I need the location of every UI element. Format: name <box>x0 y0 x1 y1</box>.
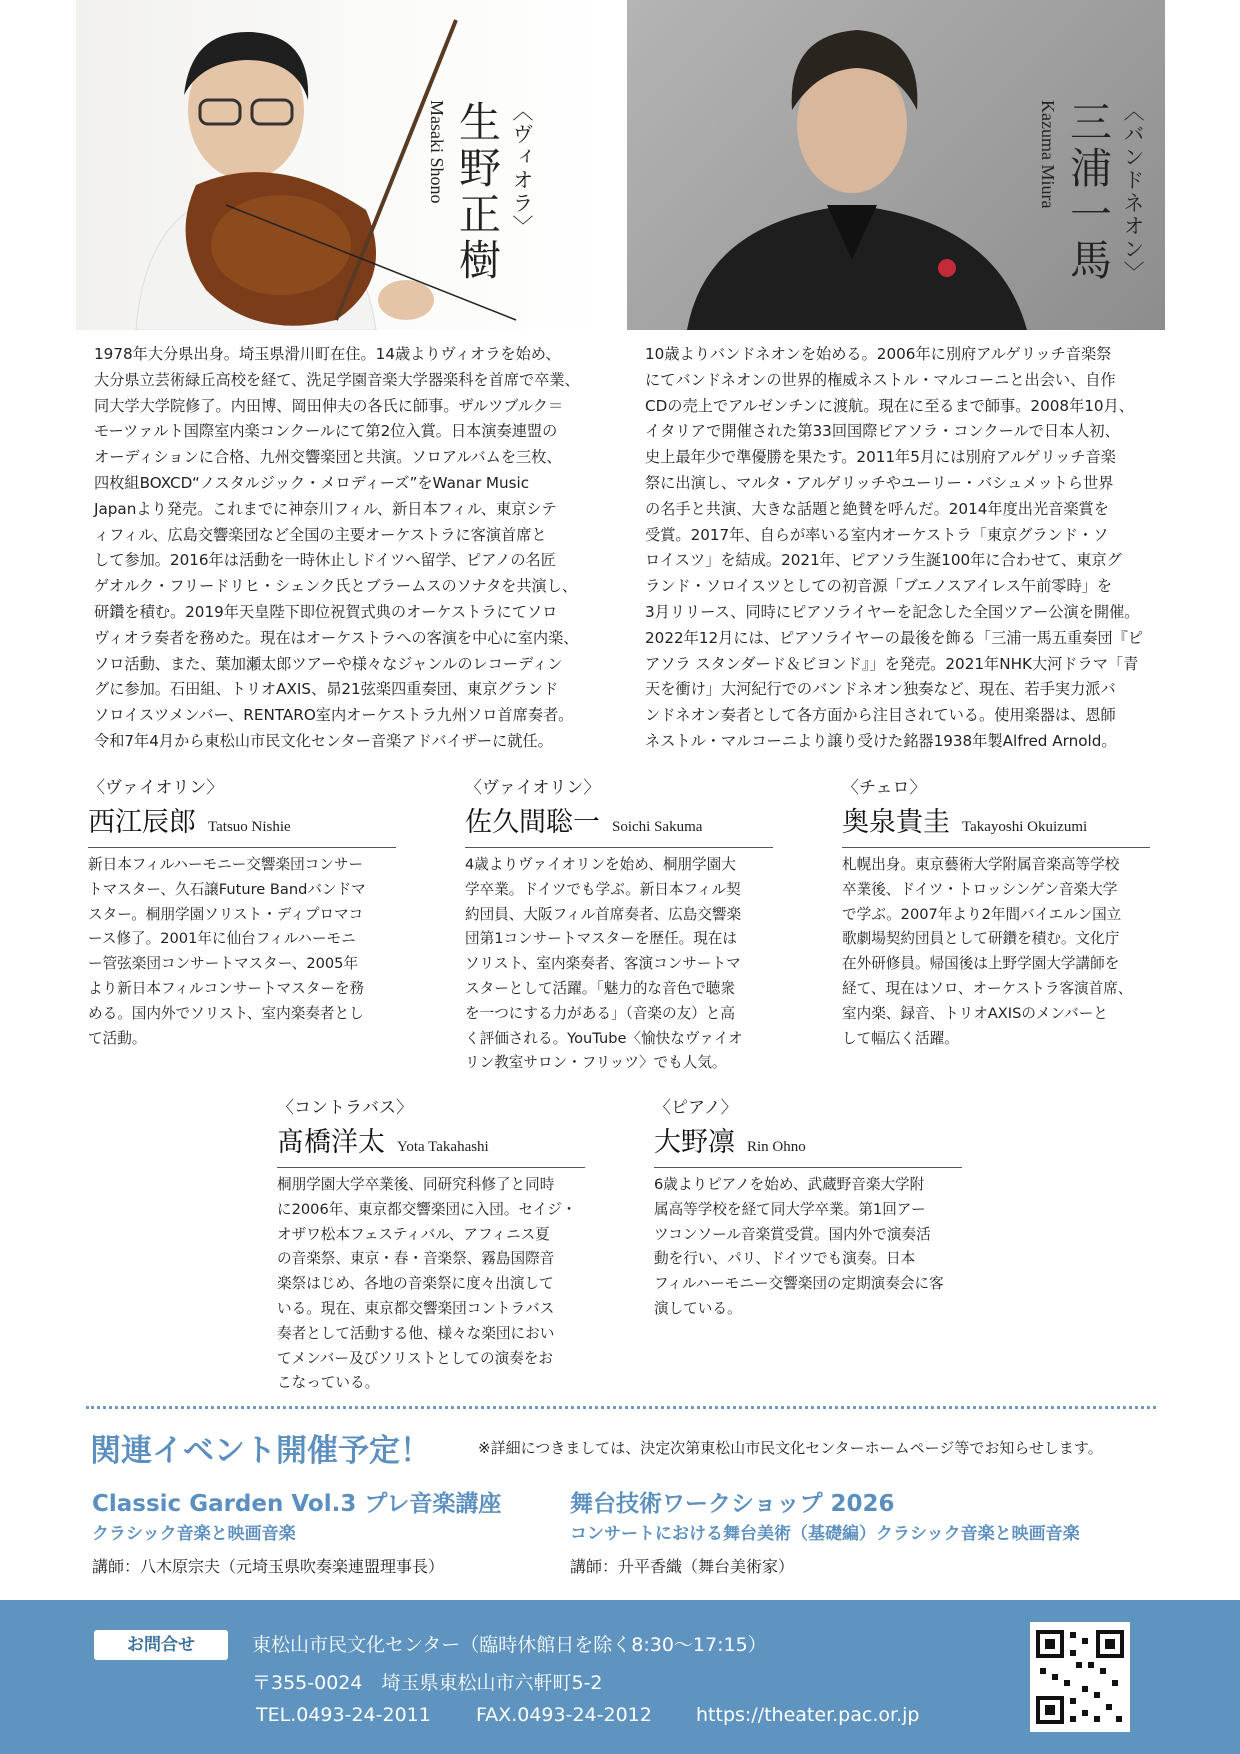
contact-address: 〒355-0024 埼玉県東松山市六軒町5-2 <box>252 1672 603 1694</box>
member-name: 大野凛 <box>654 1127 735 1158</box>
member-name-block <box>277 1120 585 1168</box>
member-name-block <box>465 800 773 848</box>
member-name-en: Takayoshi Okuizumi <box>962 819 1088 835</box>
contact-url[interactable]: https://theater.pac.or.jp <box>696 1704 920 1726</box>
events-note: ※詳細につきましては、決定次第東松山市民文化センターホームページ等でお知らせします。 <box>478 1439 1103 1457</box>
contact-badge: お問合せ <box>94 1630 228 1660</box>
miura-name-en: Kazuma Miura <box>1038 100 1058 209</box>
member-bio: 札幌出身。東京藝術大学附属音楽高等学校 卒業後、ドイツ・トロッシンゲン音楽大学 で学ぶ。2007年より2年間バイエルン国立 歌劇場契約団員として研鑽を積む。文化庁 在外研修員。帰国後は上野学園大学講師を 経て、現在はソロ、オーケストラ客演首席、 室内楽、録音、トリオAXISのメンバーと して幅広く活躍。 <box>842 856 1133 1047</box>
member-name-en: Soichi Sakuma <box>612 819 703 835</box>
member-bio: 6歳よりピアノを始め、武蔵野音楽大学附 属高等学校を経て同大学卒業。第1回アー ツコンソール音楽賞受賞。国内外で演奏活 動を行い、パリ、ドイツでも演奏。日本 フィルハーモニー交響楽団の定期演奏会に客 演している。 <box>654 1176 944 1317</box>
contact-tel: TEL.0493-24-2011 <box>256 1704 431 1726</box>
dotted-divider <box>86 1406 1156 1409</box>
member-name: 髙橋洋太 <box>277 1127 385 1158</box>
shono-instrument: 〈ヴィオラ〉 <box>510 100 534 238</box>
shono-bio: 1978年大分県出身。埼玉県滑川町在住。14歳よりヴィオラを始め、 大分県立芸術緑丘高校を経て、洗足学園音楽大学器楽科を首席で卒業、 同大学大学院修了。内田博、岡田伸夫の各氏に師事。ザルツブルク＝ モーツァルト国際室内楽コンクールにて第2位入賞。日本演奏連盟の オーディションに合格、九州交響楽団と共演。ソロアルバムを三枚、 四枚組BOXCD“ノスタルジック・メロディーズ”をWanar Music Japanより発売。これまでに神奈川フィル、新日本フィル、東京シテ ィフィル、広島交響楽団など全国の主要オーケストラに客演首席と して参加。2016年は活動を一時休止しドイツへ留学、ピアノの名匠 ゲオルク・フリードリヒ・シェンク氏とブラームスのソナタを共演し、 研鑽を積む。2019年天皇陛下即位祝賀式典のオーケストラにてソロ ヴィオラ奏者を務めた。現在はオーケストラへの客演を中心に室内楽、 ソロ活動、また、葉加瀬太郎ツアーや様々なジャンルのレコーディン グに参加。石田組、トリオAXIS、昴21弦楽四重奏団、東京グランド ソロイスツメンバー、RENTARO室内オーケストラ九州ソロ首席奏者。 令和7年4月から東松山市民文化センター音楽アドバイザーに就任。 <box>94 345 580 750</box>
member-name-en: Rin Ohno <box>747 1139 806 1155</box>
event-1-title: Classic Garden Vol.3 プレ音楽講座 <box>92 1491 502 1517</box>
member-instrument: 〈チェロ〉 <box>842 778 927 798</box>
member-name-block <box>88 800 396 848</box>
miura-vertical-name <box>1037 100 1148 284</box>
qr-code-graphic <box>1030 1622 1130 1732</box>
miura-photo <box>627 0 1165 330</box>
member-name-en: Yota Takahashi <box>397 1139 489 1155</box>
event-2-subtitle: コンサートにおける舞台美術（基礎編）クラシック音楽と映画音楽 <box>570 1524 1080 1544</box>
miura-bio: 10歳よりバンドネオンを始める。2006年に別府アルゲリッチ音楽祭 にてバンドネオンの世界的権威ネストル・マルコーニと出会い、自作 CDの売上でアルゼンチンに渡航。現在に至るまで師事。2008年10月、 イタリアで開催された第33回国際ピアソラ・コンクールで日本人初、 史上最年少で準優勝を果たす。2011年5月には別府アルゲリッチ音楽 祭に出演し、マルタ・アルゲリッチやユーリー・バシュメットら世界 の名手と共演、大きな話題と絶賛を呼んだ。2014年度出光音楽賞を 受賞。2017年、自らが率いる室内オーケストラ「東京グランド・ソ ロイスツ」を結成。2021年、ピアソラ生誕100年に合わせて、東京グ ランド・ソロイスツとしての初音源「ブエノスアイレス午前零時」を 3月リリース、同時にピアソライヤーを記念した全国ツアー公演を開催。 2022年12月には、ピアソライヤーの最後を飾る「三浦一馬五重奏団『ピ アソラ スタンダード＆ビヨンド』」を発売。2021年NHK大河ドラマ「青 天を衝け」大河紀行でのバンドネオン独奏など、現在、若手実力派バ ンドネオン奏者として各方面から注目されている。使用楽器は、恩師 ネストル・マルコーニより譲り受けた銘器1938年製Alfred Arnold。 <box>645 345 1143 750</box>
shono-vertical-name <box>426 100 537 284</box>
contact-venue: 東松山市民文化センター（臨時休館日を除く8:30〜17:15） <box>252 1634 767 1656</box>
shono-name: 生野正樹 <box>453 100 502 284</box>
member-instrument: 〈コントラバス〉 <box>277 1098 413 1118</box>
event-1-subtitle: クラシック音楽と映画音楽 <box>92 1524 296 1544</box>
contact-footer <box>0 1600 1240 1754</box>
member-instrument: 〈ピアノ〉 <box>654 1098 738 1118</box>
member-instrument: 〈ヴァイオリン〉 <box>465 778 601 798</box>
event-1-lecturer: 講師：八木原宗夫（元埼玉県吹奏楽連盟理事長） <box>92 1557 445 1576</box>
member-bio: 新日本フィルハーモニー交響楽団コンサー トマスター、久石譲Future Bandバンドマ スター。桐朋学園ソリスト・ディプロマコ ース修了。2001年に仙台フィルハーモニ ー管弦楽団コンサートマスター、2005年 より新日本フィルコンサートマスターを務 める。国内外でソリスト、室内楽奏者とし て活動。 <box>88 856 366 1047</box>
member-instrument: 〈ヴァイオリン〉 <box>88 778 224 798</box>
miura-instrument: 〈バンドネオン〉 <box>1121 100 1145 284</box>
member-name-en: Tatsuo Nishie <box>208 819 291 835</box>
miura-name: 三浦一馬 <box>1064 100 1113 284</box>
shono-name-en: Masaki Shono <box>427 100 447 204</box>
member-name-block <box>842 800 1150 848</box>
contact-fax: FAX.0493-24-2012 <box>476 1704 652 1726</box>
member-bio: 4歳よりヴァイオリンを始め、桐朋学園大 学卒業。ドイツでも学ぶ。新日本フィル契 約団員、大阪フィル首席奏者、広島交響楽 団第1コンサートマスターを歴任。現在は ソリスト、室内楽奏者、客演コンサートマ スターとして活躍。「魅力的な音色で聴衆 を一つにする力がある」（音楽の友）と高 く評価される。YouTube〈愉快なヴァイオ リン教室サロン・フリッツ〉でも人気。 <box>465 856 743 1072</box>
events-heading: 関連イベント開催予定！ <box>90 1433 431 1469</box>
member-name-block <box>654 1120 962 1168</box>
member-bio: 桐朋学園大学卒業後、同研究科修了と同時 に2006年、東京都交響楽団に入団。セイジ・ オザワ松本フェスティバル、アフィニス夏 の音楽祭、東京・春・音楽祭、霧島国際音 楽祭はじめ、各地の音楽祭に度々出演して いる。現在、東京都交響楽団コントラバス 奏者として活動する他、様々な楽団におい てメンバー及びソリストとしての演奏をお こなっている。 <box>277 1176 577 1392</box>
event-2-lecturer: 講師：升平香織（舞台美術家） <box>570 1557 795 1576</box>
event-2-title: 舞台技術ワークショップ 2026 <box>570 1491 895 1517</box>
member-name: 奥泉貴圭 <box>842 807 950 838</box>
qr-code[interactable] <box>1030 1622 1130 1732</box>
shono-photo <box>76 0 613 330</box>
member-name: 佐久間聡一 <box>465 807 600 838</box>
member-name: 西江辰郎 <box>88 807 196 838</box>
